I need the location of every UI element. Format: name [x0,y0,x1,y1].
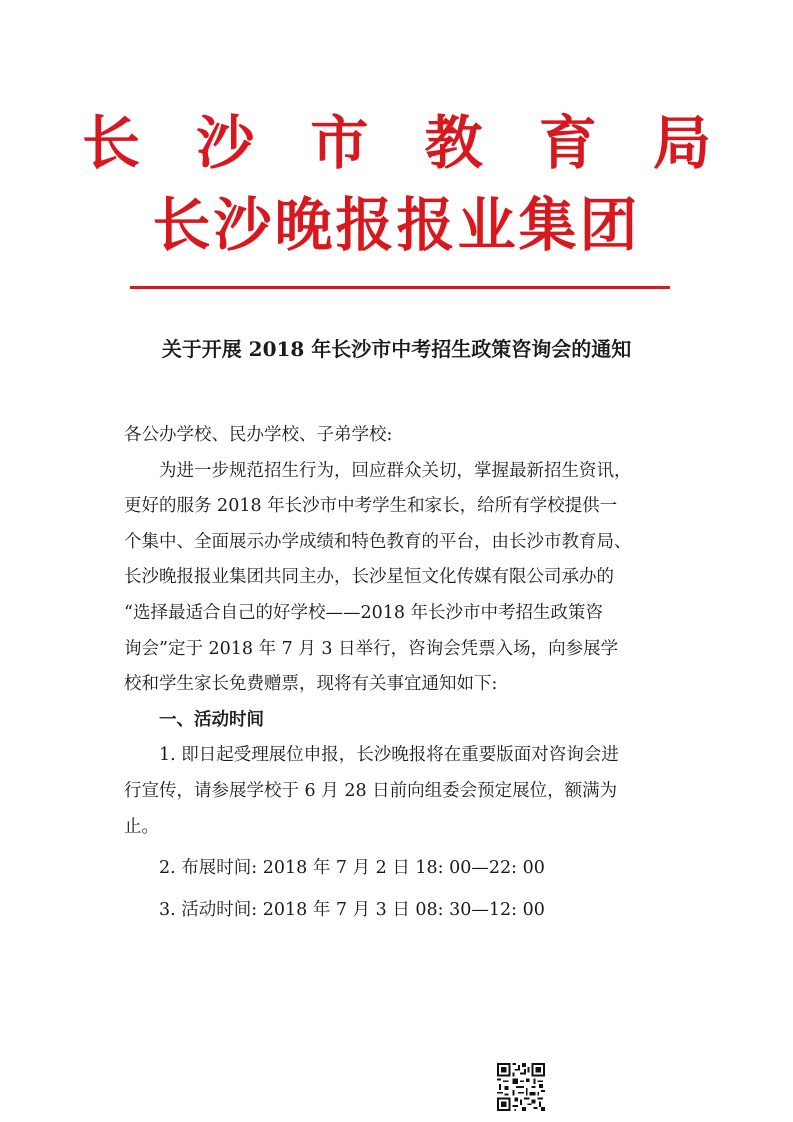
intro-line: 个集中、全面展示办学成绩和特色教育的平台，由长沙市教育局、 [124,531,632,552]
salutation: 各公办学校、民办学校、子弟学校: [124,425,393,445]
qr-code-icon [497,1063,545,1111]
intro-line: “选择最适合自己的好学校——2018 年长沙市中考招生政策咨 [124,602,604,623]
intro-line: 为进一步规范招生行为，回应群众关切，掌握最新招生资讯， [159,460,632,481]
document-body [124,418,694,928]
intro-line: 更好的服务 2018 年长沙市中考学生和家长，给所有学校提供一 [124,496,618,517]
list-item-line: 1. 即日起受理展位申报，长沙晚报将在重要版面对咨询会进 [159,745,619,766]
list-item-line: 行宣传，请参展学校于 6 月 28 日前向组委会预定展位，额满为 [124,780,618,801]
org-name-newspaper-group: 长沙晚报报业集团 [152,191,641,259]
list-item-line: 止。 [124,816,159,837]
document-title: 关于开展 2018 年长沙市中考招生政策咨询会的通知 [161,337,632,361]
list-item-build-time: 2. 布展时间: 2018 年 7 月 2 日 18: 00—22: 00 [159,858,545,879]
list-item-event-time: 3. 活动时间: 2018 年 7 月 3 日 08: 30—12: 00 [159,899,545,920]
section-heading: 一、活动时间 [159,709,264,730]
intro-line: 校和学生家长免费赠票，现将有关事宜通知如下: [124,674,498,695]
intro-line: 长沙晚报报业集团共同主办，长沙星恒文化传媒有限公司承办的 [124,567,614,588]
org-name-education-bureau: 长 沙 市 教 育 局 [82,109,729,177]
red-divider [130,286,670,289]
intro-line: 询会”定于 2018 年 7 月 3 日举行，咨询会凭票入场，向参展学 [124,638,619,659]
